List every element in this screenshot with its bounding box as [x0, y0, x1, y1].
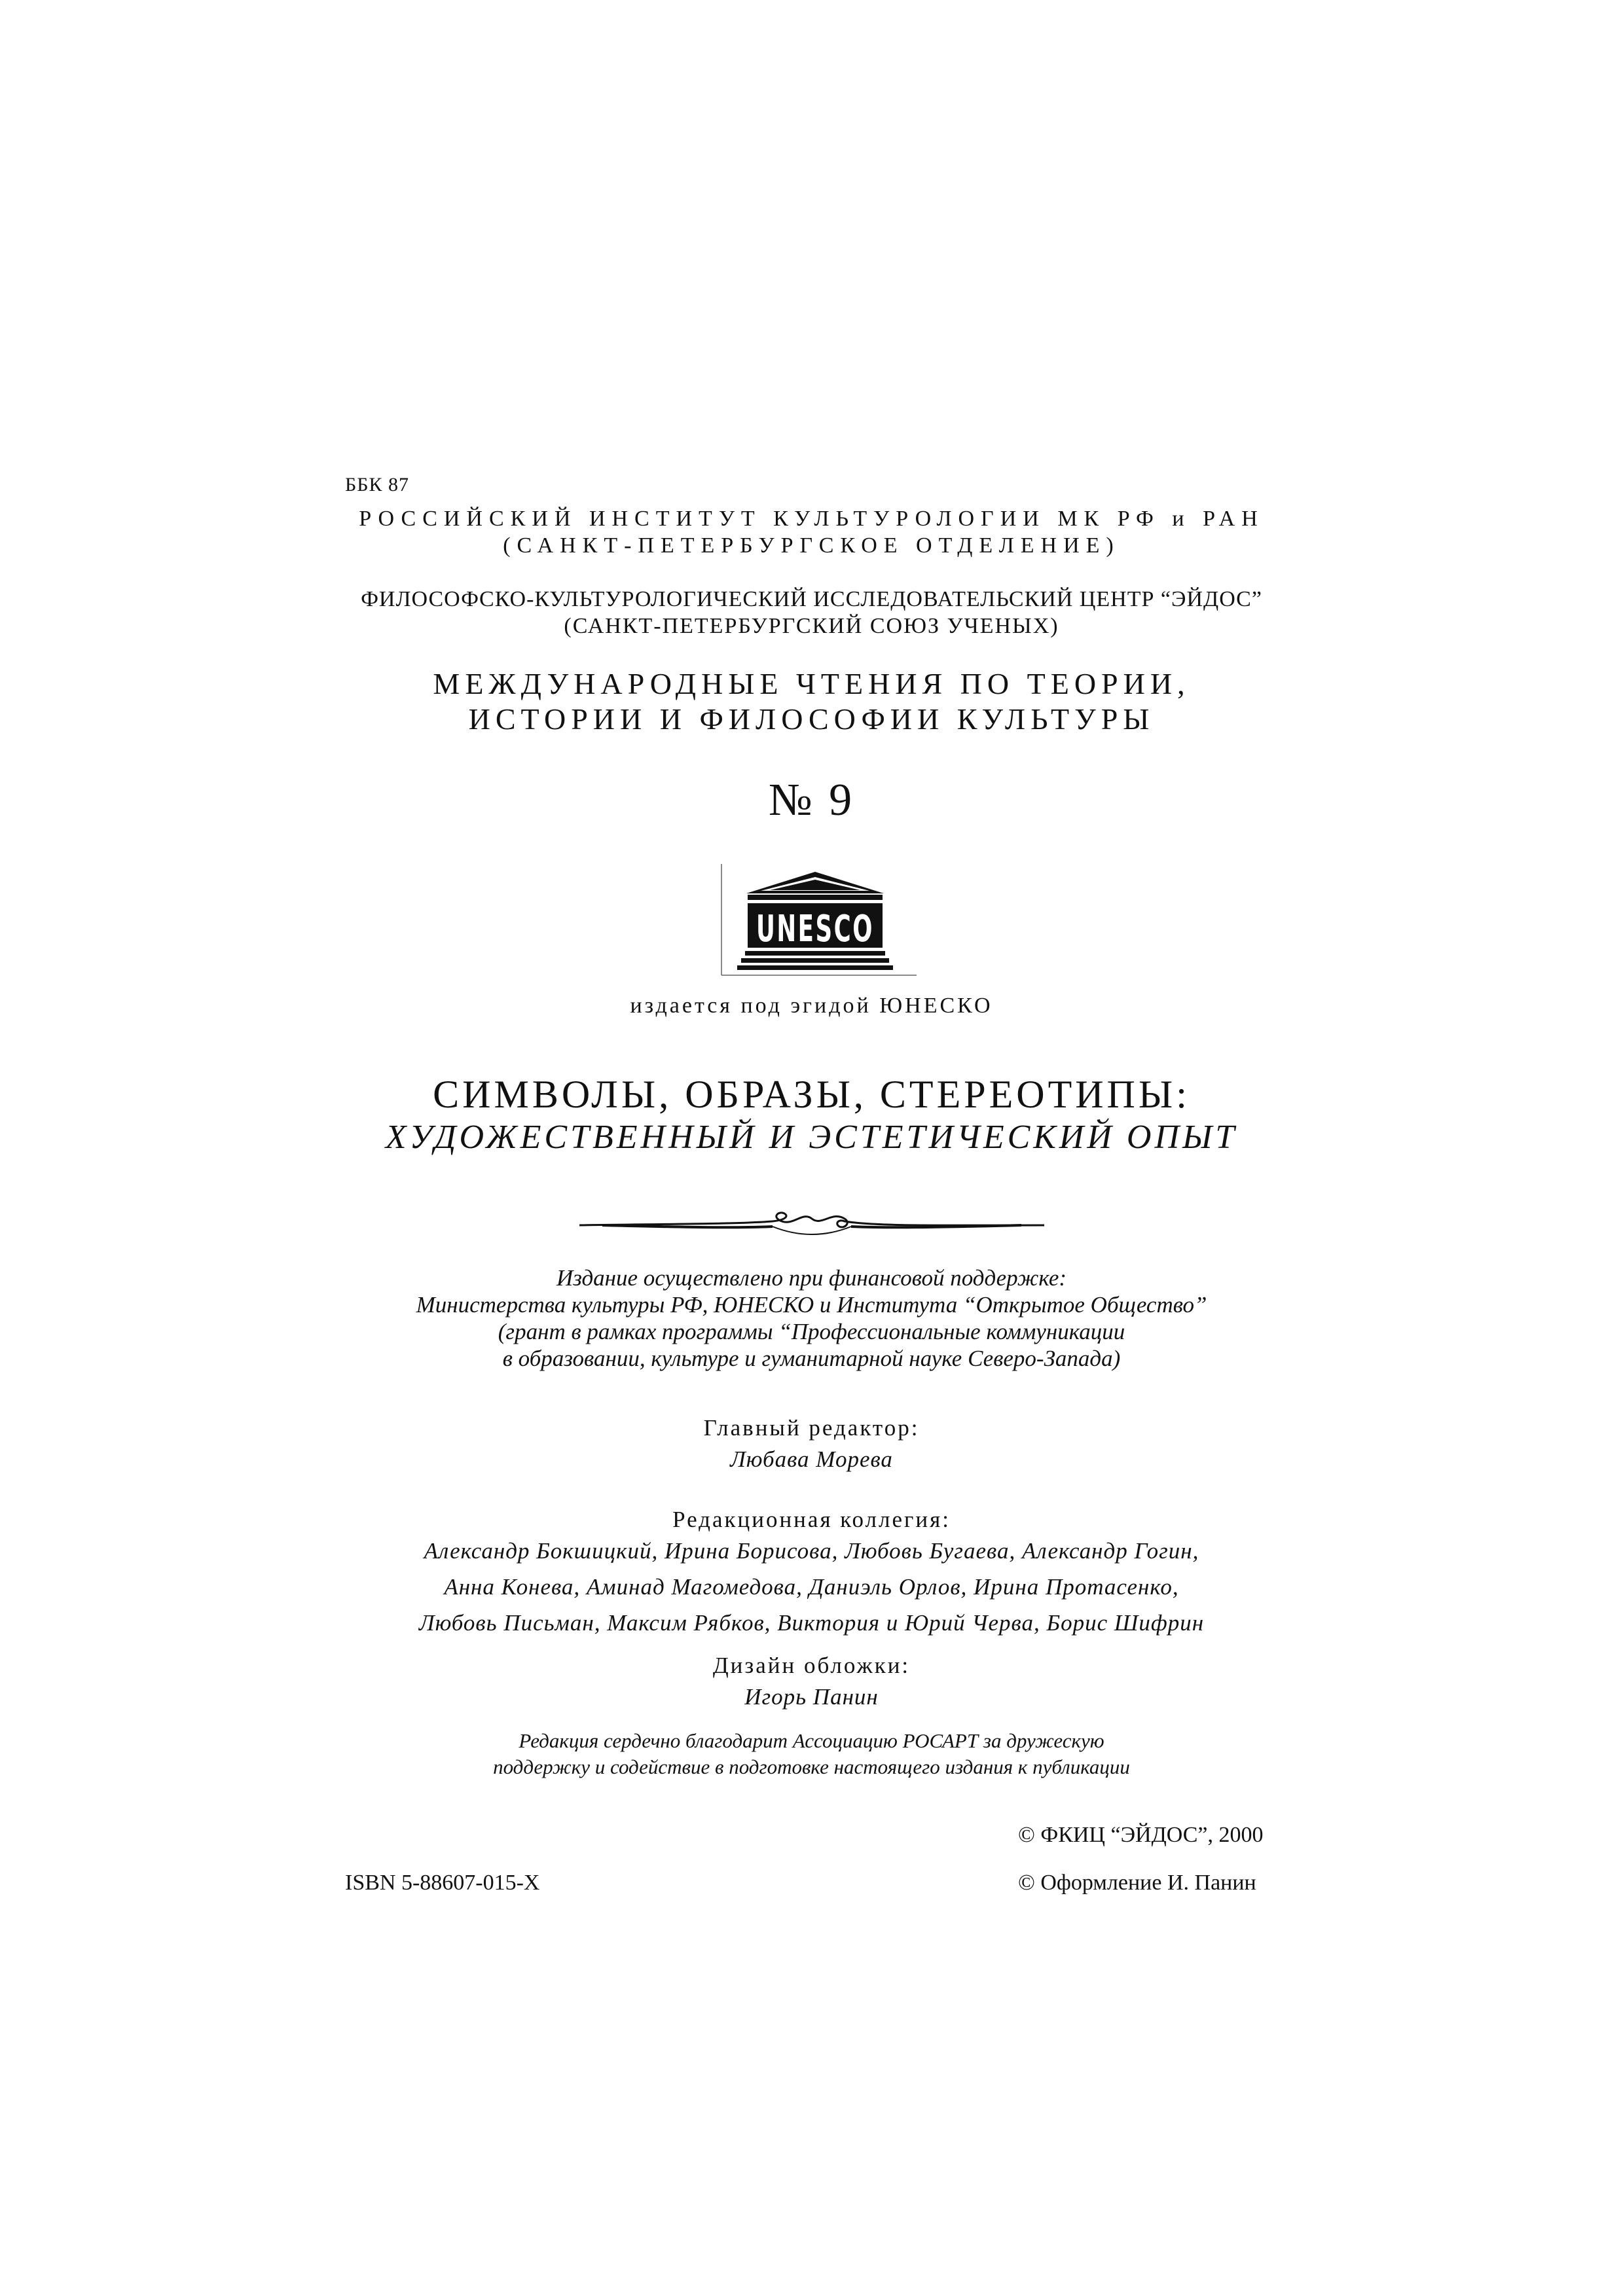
board-members-line: Александр Бокшицкий, Ирина Борисова, Любовь Бугаева, Александр Гогин,: [424, 1538, 1199, 1564]
unesco-logo: [714, 864, 917, 982]
cover-design-label: Дизайн обложки:: [712, 1653, 911, 1678]
chief-editor-name: Любава Морева: [730, 1446, 893, 1472]
financial-support-note: [0, 1265, 1623, 1372]
gratitude-note: [0, 1728, 1623, 1780]
support-line: Министерства культуры РФ, ЮНЕСКО и Института “Открытое Общество”: [416, 1292, 1207, 1318]
issue-number: № 9: [768, 775, 855, 825]
cover-designer-name: Игорь Панин: [744, 1684, 879, 1710]
copyright-design: © Оформление И. Панин: [1018, 1871, 1256, 1895]
book-title: СИМВОЛЫ, ОБРАЗЫ, СТЕРЕОТИПЫ:: [433, 1073, 1190, 1116]
book-subtitle: ХУДОЖЕСТВЕННЫЙ И ЭСТЕТИЧЕСКИЙ ОПЫТ: [385, 1119, 1238, 1156]
unesco-aegis-caption: издается под эгидой ЮНЕСКО: [630, 994, 993, 1018]
editorial-board-label: Редакционная коллегия:: [672, 1507, 951, 1532]
isbn: ISBN 5-88607-015-X: [345, 1871, 540, 1895]
board-members-line: Любовь Письман, Максим Рябков, Виктория и Юрий Черва, Борис Шифрин: [418, 1610, 1205, 1636]
gratitude-line: поддержку и содействие в подготовке настоящего издания к публикации: [493, 1755, 1130, 1778]
research-center-name: ФИЛОСОФСКО-КУЛЬТУРОЛОГИЧЕСКИЙ ИССЛЕДОВАТЕЛЬСКИЙ ЦЕНТР “ЭЙДОС”: [361, 587, 1262, 611]
support-line: Издание осуществлено при финансовой поддержке:: [556, 1265, 1067, 1291]
ornament-divider: [576, 1198, 1048, 1250]
support-line: в образовании, культуре и гуманитарной науке Северо-Запада): [502, 1346, 1121, 1371]
series-title-line1: МЕЖДУНАРОДНЫЕ ЧТЕНИЯ ПО ТЕОРИИ,: [433, 667, 1190, 700]
support-line: (грант в рамках программы “Профессиональные коммуникации: [498, 1319, 1125, 1344]
gratitude-line: Редакция сердечно благодарит Ассоциацию РОСАРТ за дружескую: [519, 1729, 1104, 1752]
series-title-line2: ИСТОРИИ И ФИЛОСОФИИ КУЛЬТУРЫ: [468, 702, 1155, 736]
copyright-eidos: © ФКИЦ “ЭЙДОС”, 2000: [1018, 1823, 1264, 1847]
research-center-union: (САНКТ-ПЕТЕРБУРГСКИЙ СОЮЗ УЧЕНЫХ): [564, 614, 1059, 638]
bbk-code: ББК 87: [345, 474, 409, 495]
institute-branch: (САНКТ-ПЕТЕРБУРГСКОЕ ОТДЕЛЕНИЕ): [503, 533, 1120, 558]
chief-editor-label: Главный редактор:: [703, 1415, 920, 1441]
board-members-line: Анна Конева, Аминад Магомедова, Даниэль Орлов, Ирина Протасенко,: [444, 1574, 1179, 1600]
logo-text: UNESCO: [756, 908, 874, 950]
institute-name: РОССИЙСКИЙ ИНСТИТУТ КУЛЬТУРОЛОГИИ МК РФ и РАН: [359, 507, 1264, 531]
